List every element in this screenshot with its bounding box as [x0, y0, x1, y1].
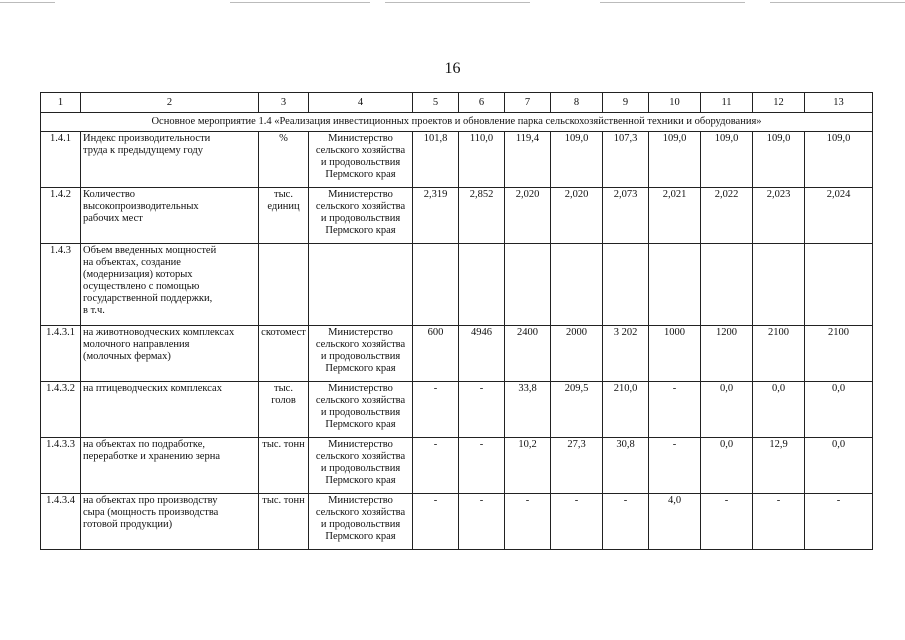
value-cell: -	[649, 382, 701, 438]
value-cell: 4946	[459, 326, 505, 382]
resp-line: Министерство	[328, 133, 393, 144]
value-cell	[753, 244, 805, 326]
header-cell: 5	[413, 93, 459, 113]
indicator-code: 1.4.1	[41, 132, 81, 188]
responsible-executor	[309, 326, 413, 382]
name-line: сыра (мощность производства	[83, 507, 219, 518]
value-cell: 2100	[753, 326, 805, 382]
resp-line: и продовольствия	[320, 519, 401, 530]
responsible-executor	[309, 382, 413, 438]
value-cell: 110,0	[459, 132, 505, 188]
header-cell: 2	[81, 93, 259, 113]
name-line: труда к предыдущему году	[83, 145, 204, 156]
value-cell: 10,2	[505, 438, 551, 494]
resp-line: Министерство	[328, 189, 393, 200]
value-cell: 2,020	[551, 188, 603, 244]
resp-line: Министерство	[328, 495, 393, 506]
value-cell: -	[459, 382, 505, 438]
value-cell	[459, 244, 505, 326]
value-cell: 119,4	[505, 132, 551, 188]
table-row	[41, 494, 873, 550]
value-cell: 30,8	[603, 438, 649, 494]
value-cell: 109,0	[753, 132, 805, 188]
value-cell: -	[459, 438, 505, 494]
value-cell: -	[753, 494, 805, 550]
value-cell: 1200	[701, 326, 753, 382]
value-cell: 600	[413, 326, 459, 382]
section-row	[41, 113, 873, 132]
header-cell: 4	[309, 93, 413, 113]
resp-line: и продовольствия	[320, 463, 401, 474]
section-title: Основное мероприятие 1.4 «Реализация инвестиционных проектов и обновление парка сельскохозяйственной техники и оборудования»	[41, 113, 873, 132]
resp-line: сельского хозяйства	[315, 507, 406, 518]
value-cell: 3 202	[603, 326, 649, 382]
indicator-name	[81, 438, 259, 494]
value-cell: 0,0	[701, 382, 753, 438]
value-cell	[551, 244, 603, 326]
value-cell: 2,020	[505, 188, 551, 244]
header-cell: 12	[753, 93, 805, 113]
top-rule-left	[0, 2, 55, 3]
indicator-name	[81, 494, 259, 550]
indicator-code: 1.4.2	[41, 188, 81, 244]
value-cell: 0,0	[701, 438, 753, 494]
indicator-name	[81, 326, 259, 382]
resp-line: Министерство	[328, 327, 393, 338]
responsible-executor	[309, 494, 413, 550]
unit-line: тыс. тонн	[262, 439, 305, 450]
unit-line: скотомест	[261, 327, 306, 338]
top-rule-mid-2	[385, 2, 530, 3]
indicators-table	[40, 92, 873, 550]
header-cell: 6	[459, 93, 505, 113]
header-cell: 9	[603, 93, 649, 113]
value-cell: -	[413, 494, 459, 550]
indicator-unit	[259, 188, 309, 244]
header-cell: 7	[505, 93, 551, 113]
value-cell: 101,8	[413, 132, 459, 188]
name-line: Индекс производительности	[83, 133, 211, 144]
indicator-unit	[259, 382, 309, 438]
header-cell: 1	[41, 93, 81, 113]
resp-line: Пермского края	[325, 475, 396, 486]
value-cell: 27,3	[551, 438, 603, 494]
resp-line: и продовольствия	[320, 213, 401, 224]
indicator-name	[81, 244, 259, 326]
unit-line: тыс. тонн	[262, 495, 305, 506]
indicator-unit	[259, 244, 309, 326]
resp-line: сельского хозяйства	[315, 201, 406, 212]
header-cell: 11	[701, 93, 753, 113]
name-line: (модернизация) которых	[83, 269, 193, 280]
value-cell: 2,073	[603, 188, 649, 244]
name-line: молочного направления	[83, 339, 190, 350]
responsible-executor	[309, 132, 413, 188]
header-row	[41, 93, 873, 113]
value-cell: 0,0	[805, 382, 873, 438]
value-cell: 2400	[505, 326, 551, 382]
value-cell: -	[413, 438, 459, 494]
value-cell: 2,852	[459, 188, 505, 244]
value-cell: -	[805, 494, 873, 550]
table-row	[41, 188, 873, 244]
resp-line: сельского хозяйства	[315, 395, 406, 406]
name-line: на объектах по подработке,	[83, 439, 206, 450]
value-cell: -	[551, 494, 603, 550]
unit-line: тыс.	[274, 383, 293, 394]
resp-line: Пермского края	[325, 169, 396, 180]
name-line: готовой продукции)	[83, 519, 173, 530]
table-row	[41, 438, 873, 494]
top-rule-right	[770, 2, 905, 3]
name-line: (молочных фермах)	[83, 351, 171, 362]
indicator-name	[81, 382, 259, 438]
responsible-executor	[309, 244, 413, 326]
resp-line: и продовольствия	[320, 407, 401, 418]
table-row	[41, 326, 873, 382]
table-row	[41, 244, 873, 326]
value-cell: 2,023	[753, 188, 805, 244]
page-number: 16	[444, 60, 461, 77]
value-cell: -	[603, 494, 649, 550]
resp-line: Пермского края	[325, 419, 396, 430]
value-cell	[805, 244, 873, 326]
resp-line: Пермского края	[325, 531, 396, 542]
resp-line: сельского хозяйства	[315, 339, 406, 350]
resp-line: сельского хозяйства	[315, 451, 406, 462]
header-cell: 8	[551, 93, 603, 113]
indicator-code: 1.4.3.4	[41, 494, 81, 550]
value-cell	[603, 244, 649, 326]
unit-line: тыс.	[274, 189, 293, 200]
indicator-name	[81, 188, 259, 244]
name-line: Объем введенных мощностей	[83, 245, 217, 256]
indicator-code: 1.4.3	[41, 244, 81, 326]
responsible-executor	[309, 188, 413, 244]
indicator-unit	[259, 438, 309, 494]
indicator-name	[81, 132, 259, 188]
resp-line: сельского хозяйства	[315, 145, 406, 156]
value-cell: 107,3	[603, 132, 649, 188]
value-cell	[649, 244, 701, 326]
unit-line: единиц	[267, 201, 300, 212]
value-cell: 2000	[551, 326, 603, 382]
name-line: на объектах, создание	[83, 257, 181, 268]
value-cell: 33,8	[505, 382, 551, 438]
header-cell: 10	[649, 93, 701, 113]
resp-line: и продовольствия	[320, 351, 401, 362]
name-line: переработке и хранению зерна	[83, 451, 220, 462]
value-cell: 209,5	[551, 382, 603, 438]
indicator-unit	[259, 326, 309, 382]
name-line: на птицеводческих комплексах	[83, 383, 222, 394]
table-row	[41, 382, 873, 438]
value-cell: -	[649, 438, 701, 494]
top-rule-mid-1	[230, 2, 370, 3]
indicator-code: 1.4.3.3	[41, 438, 81, 494]
name-line: в т.ч.	[83, 305, 105, 316]
value-cell: 1000	[649, 326, 701, 382]
indicator-unit	[259, 132, 309, 188]
value-cell: 2,319	[413, 188, 459, 244]
name-line: на животноводческих комплексах	[83, 327, 235, 338]
value-cell: 4,0	[649, 494, 701, 550]
value-cell: 0,0	[753, 382, 805, 438]
name-line: на объектах про производству	[83, 495, 218, 506]
value-cell	[505, 244, 551, 326]
name-line: Количество	[83, 189, 136, 200]
value-cell: 0,0	[805, 438, 873, 494]
value-cell: 109,0	[805, 132, 873, 188]
value-cell: -	[701, 494, 753, 550]
table-row	[41, 132, 873, 188]
resp-line: и продовольствия	[320, 157, 401, 168]
resp-line: Министерство	[328, 383, 393, 394]
top-rule-mid-3	[600, 2, 745, 3]
value-cell: 2,024	[805, 188, 873, 244]
name-line: рабочих мест	[83, 213, 143, 224]
header-cell: 13	[805, 93, 873, 113]
resp-line: Министерство	[328, 439, 393, 450]
indicator-code: 1.4.3.1	[41, 326, 81, 382]
value-cell	[701, 244, 753, 326]
header-cell: 3	[259, 93, 309, 113]
value-cell: 12,9	[753, 438, 805, 494]
unit-line: %	[279, 133, 288, 144]
name-line: государственной поддержки,	[83, 293, 213, 304]
value-cell: 2,022	[701, 188, 753, 244]
name-line: осуществлено с помощью	[83, 281, 200, 292]
indicator-code: 1.4.3.2	[41, 382, 81, 438]
value-cell: 2100	[805, 326, 873, 382]
value-cell: 109,0	[701, 132, 753, 188]
name-line: высокопроизводительных	[83, 201, 199, 212]
unit-line: голов	[271, 395, 296, 406]
indicator-unit	[259, 494, 309, 550]
value-cell: -	[459, 494, 505, 550]
value-cell: 109,0	[551, 132, 603, 188]
value-cell	[413, 244, 459, 326]
value-cell: 109,0	[649, 132, 701, 188]
responsible-executor	[309, 438, 413, 494]
resp-line: Пермского края	[325, 225, 396, 236]
resp-line: Пермского края	[325, 363, 396, 374]
value-cell: 210,0	[603, 382, 649, 438]
value-cell: -	[413, 382, 459, 438]
value-cell: -	[505, 494, 551, 550]
value-cell: 2,021	[649, 188, 701, 244]
